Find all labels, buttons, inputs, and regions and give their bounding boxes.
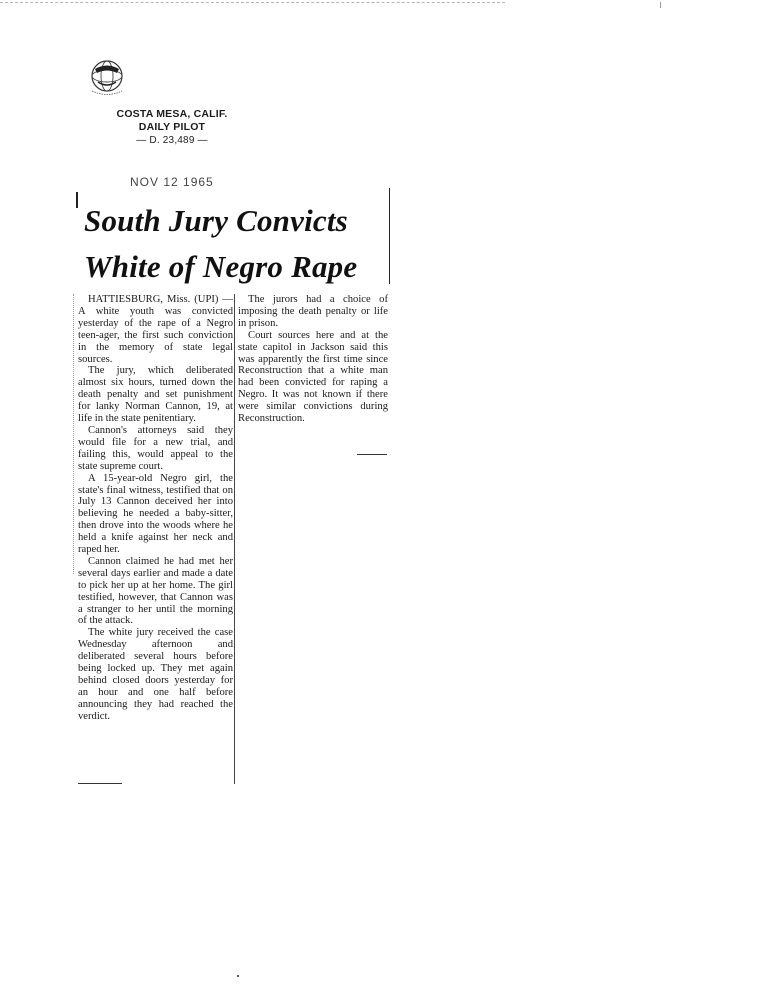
publication-circulation: — D. 23,489 — <box>136 135 208 146</box>
column-rule <box>234 294 235 784</box>
paragraph: The white jury received the case Wednesday afternoon and deliberated several hours before being locked up. They met again behind closed doors yesterday for an hour and one half before announcing they had reached the verdict. <box>78 627 233 722</box>
publication-name: DAILY PILOT <box>138 121 206 133</box>
paragraph: The jurors had a choice of imposing the death penalty or life in prison. <box>238 294 388 329</box>
scan-mark <box>660 2 661 8</box>
article-end-mark <box>78 783 122 784</box>
publication-city: COSTA MESA, CALIF. <box>116 108 228 120</box>
headline-line-2: White of Negro Rape <box>84 249 358 284</box>
clipping-left-edge <box>73 294 77 574</box>
paragraph: Cannon's attorneys said they would file for a new trial, and failing this, would appeal to the state supreme court. <box>78 424 233 472</box>
clipping-edge-mark <box>76 192 78 208</box>
clipping-date-stamp: NOV 12 1965 <box>130 175 214 189</box>
paragraph: HATTIESBURG, Miss. (UPI) — A white youth was convicted yesterday of the rape of a Negro teen-ager, the first such conviction in the memory of state legal sources. <box>78 294 233 365</box>
publication-info <box>108 108 236 147</box>
scan-top-edge <box>0 2 505 3</box>
article-end-mark <box>357 454 387 455</box>
paragraph: A 15-year-old Negro girl, the state's final witness, testified that on July 13 Cannon deceived her into believing he needed a baby-sitter, then drove into the woods where he held a knife against her neck and raped her. <box>78 472 233 556</box>
paragraph: The jury, which deliberated almost six hours, turned down the death penalty and set punishment for lanky Norman Cannon, 19, at life in the state penitentiary. <box>78 365 233 425</box>
paragraph: Cannon claimed he had met her several days earlier and made a date to pick her up at her home. The girl testified, however, that Cannon was a stranger to her until the morning of the attack. <box>78 555 233 627</box>
clipping-service-logo-icon <box>86 58 128 100</box>
headline-line-1: South Jury Convicts <box>84 203 348 238</box>
article-column-2 <box>238 294 388 425</box>
scan-speck <box>237 975 239 977</box>
article-column-1 <box>78 294 233 723</box>
paragraph: Court sources here and at the state capitol in Jackson said this was apparently the first time since Reconstruction that a white man had been convicted for raping a Negro. It was not known if there were similar convictions during Reconstruction. <box>238 329 388 425</box>
article-headline <box>84 198 394 290</box>
